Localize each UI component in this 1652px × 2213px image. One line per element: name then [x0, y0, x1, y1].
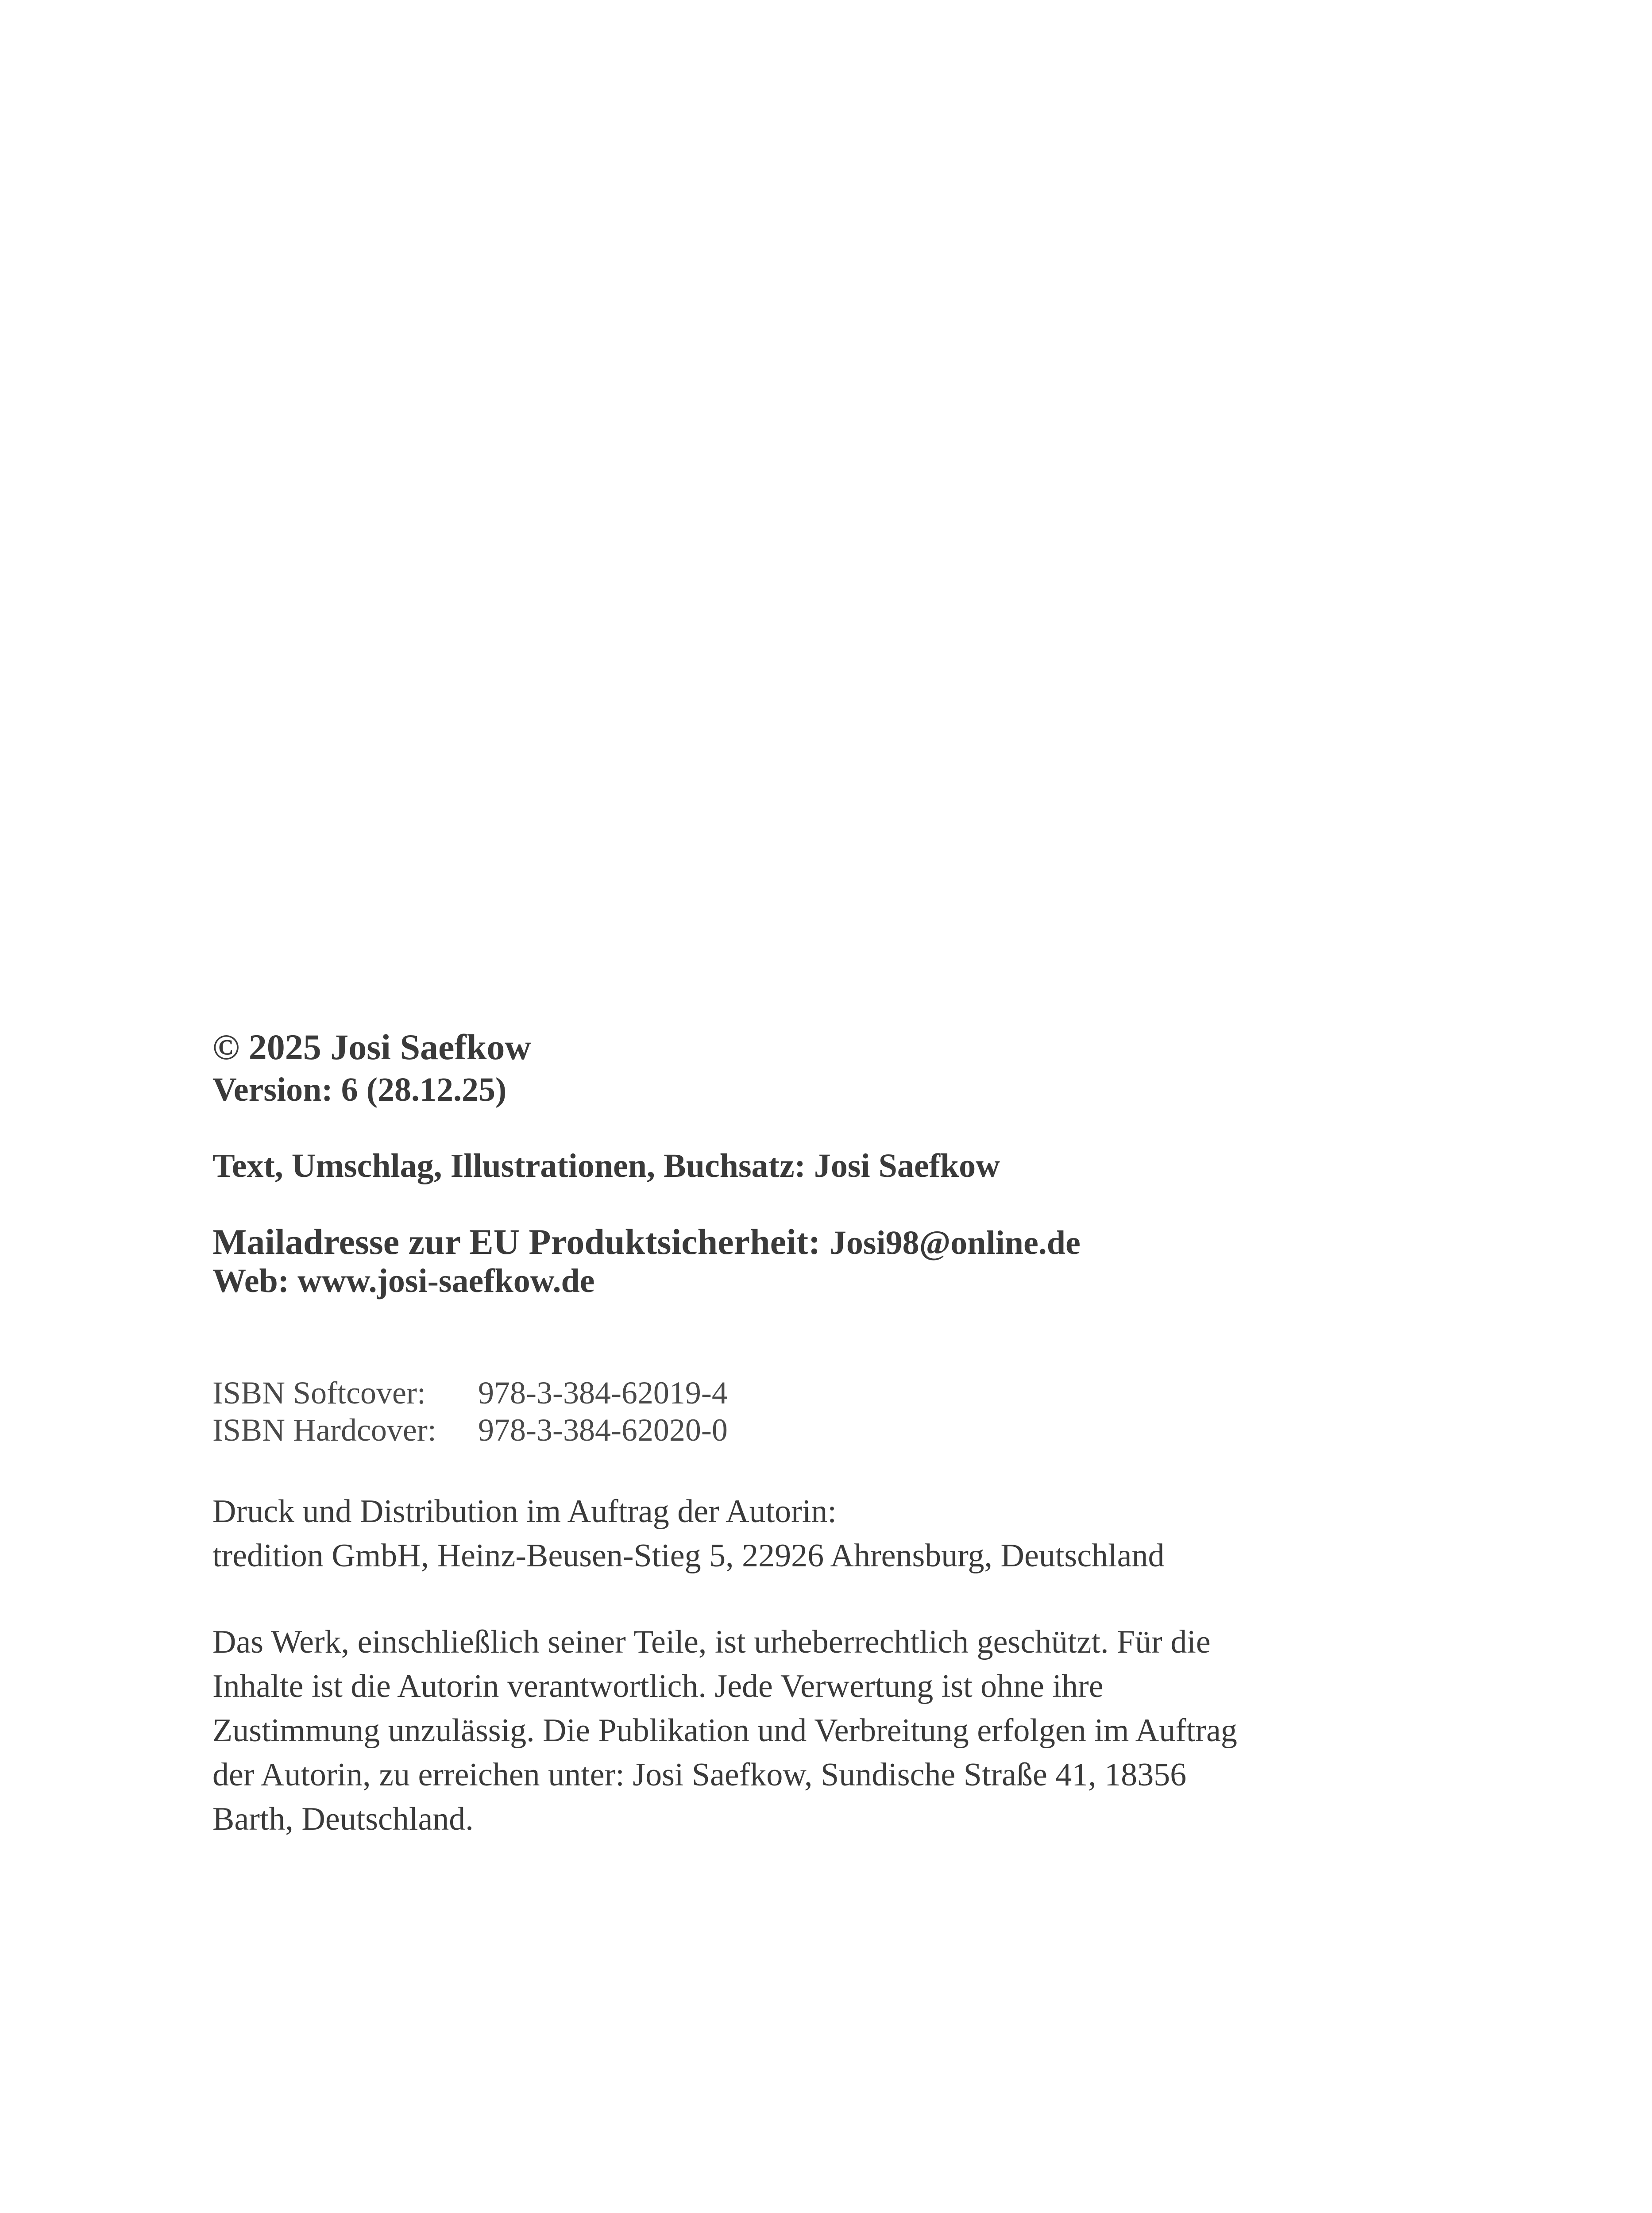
- legal-line: der Autorin, zu erreichen unter: Josi Saefkow, Sundische Straße 41, 18356: [212, 1757, 1187, 1793]
- legal-line: Zustimmung unzulässig. Die Publikation und Verbreitung erfolgen im Auftrag: [212, 1712, 1237, 1749]
- credits-text: Text, Umschlag, Illustrationen, Buchsatz: Josi Saefkow: [212, 1147, 1000, 1184]
- print-line-2: tredition GmbH, Heinz-Beusen-Stieg 5, 22926 Ahrensburg, Deutschland: [212, 1538, 1165, 1574]
- copyright-text: © 2025 Josi Saefkow: [212, 1027, 531, 1067]
- isbn-list: [212, 1374, 1408, 1449]
- mail-address: Josi98@online.de: [829, 1224, 1081, 1261]
- legal-line: Barth, Deutschland.: [212, 1801, 474, 1837]
- isbn-value: 978-3-384-62019-4: [478, 1375, 728, 1411]
- mail-line: [212, 1222, 1408, 1263]
- isbn-hardcover: [212, 1411, 1408, 1449]
- website: [212, 1261, 1408, 1300]
- credits: [212, 1146, 1408, 1185]
- isbn-label: ISBN Hardcover:: [212, 1412, 436, 1448]
- isbn-value: 978-3-384-62020-0: [478, 1412, 728, 1448]
- version-text: Version: 6 (28.12.25): [212, 1071, 507, 1108]
- web-text: Web: www.josi-saefkow.de: [212, 1262, 595, 1299]
- legal-line: Das Werk, einschließlich seiner Teile, ist urheberrechtlich geschützt. Für die: [212, 1624, 1211, 1660]
- product-safety-mail: [212, 1222, 1408, 1263]
- legal-notice: [212, 1620, 1408, 1841]
- version-info: [212, 1070, 1408, 1109]
- copyright-notice: [212, 1027, 1408, 1068]
- isbn-softcover: [212, 1374, 1408, 1411]
- isbn-label: ISBN Softcover:: [212, 1375, 426, 1411]
- legal-line: Inhalte ist die Autorin verantwortlich. Jede Verwertung ist ohne ihre: [212, 1668, 1104, 1704]
- print-distribution: [212, 1489, 1408, 1578]
- print-line-1: Druck und Distribution im Auftrag der Autorin:: [212, 1493, 837, 1530]
- mail-label: Mailadresse zur EU Produktsicherheit:: [212, 1222, 821, 1262]
